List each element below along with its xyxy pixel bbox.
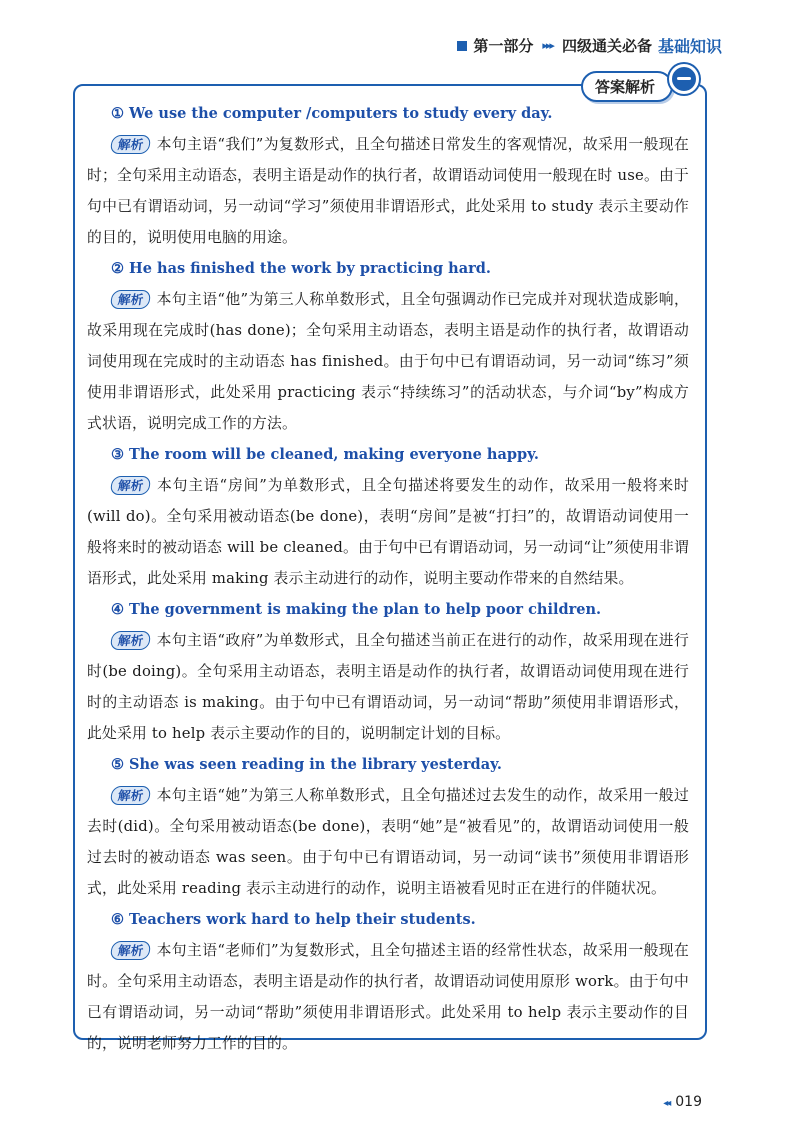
analysis-item-5 [87, 749, 689, 904]
example-sentence: ① We use the computer /computers to study every day. [111, 105, 553, 122]
analysis-paragraph [87, 935, 689, 1059]
analysis-paragraph [87, 284, 689, 439]
double-arrow-left-icon: ◂◂ [663, 1098, 670, 1109]
triple-arrow-icon: ▸▸▸ [542, 39, 553, 52]
analysis-paragraph [87, 470, 689, 594]
analysis-tag: 解析 [110, 941, 152, 960]
analysis-paragraph [87, 129, 689, 253]
header-highlight: 基础知识 [657, 37, 722, 56]
analysis-tag: 解析 [110, 476, 152, 495]
analysis-text: 本句主语“他”为第三人称单数形式，且全句强调动作已完成并对现状造成影响，故采用现在完成时(has done)；全句采用主动语态，表明主语是动作的执行者，故谓语动词使用现在完成时的主动语态 has finished。由于句中已有谓语动词，另一动词“练习”须使用非谓语形式，此处采用 practicing 表示“持续练习”的活动状态，与介词“by”构成方式状语，说明完成工作的方法。 [87, 291, 689, 432]
header-part: 第一部分 [473, 37, 534, 55]
analysis-paragraph [87, 780, 689, 904]
analysis-tag: 解析 [110, 786, 152, 805]
page-number [663, 1094, 702, 1110]
page-header [457, 34, 722, 57]
analysis-text: 本句主语“她”为第三人称单数形式，且全句描述过去发生的动作，故采用一般过去时(did)。全句采用被动语态(be done)，表明“她”是“被看见”的，故谓语动词使用一般过去时的被动语态 was seen。由于句中已有谓语动词，另一动词“读书”须使用非谓语形式，此处采用 reading 表示主动进行的动作，说明主语被看见时正在进行的伴随状况。 [87, 787, 689, 897]
analysis-text: 本句主语“我们”为复数形式，且全句描述日常发生的客观情况，故采用一般现在时；全句采用主动语态，表明主语是动作的执行者，故谓语动词使用一般现在时 use。由于句中已有谓语动词，另一动词“学习”须使用非谓语形式，此处采用 to study 表示主要动作的目的，说明使用电脑的用途。 [87, 136, 689, 246]
example-sentence: ③ The room will be cleaned, making everyone happy. [111, 446, 539, 463]
box-title: 答案解析 [581, 71, 673, 102]
page-number-text: 019 [675, 1094, 702, 1110]
analysis-item-4 [87, 594, 689, 749]
analysis-paragraph [87, 625, 689, 749]
analysis-tag: 解析 [110, 135, 152, 154]
analysis-item-2 [87, 253, 689, 439]
example-sentence: ④ The government is making the plan to help poor children. [111, 601, 602, 618]
analysis-list [75, 86, 705, 1059]
square-icon [457, 41, 467, 51]
analysis-tag: 解析 [110, 631, 152, 650]
example-sentence: ⑥ Teachers work hard to help their students. [111, 911, 476, 928]
analysis-tag: 解析 [110, 290, 152, 309]
header-section: 四级通关必备 [561, 37, 652, 55]
analysis-item-1 [87, 98, 689, 253]
analysis-text: 本句主语“房间”为单数形式，且全句描述将要发生的动作，故采用一般将来时(will do)。全句采用被动语态(be done)，表明“房间”是被“打扫”的，故谓语动词使用一般将来时的被动语态 will be cleaned。由于句中已有谓语动词，另一动词“让”须使用非谓语形式，此处采用 making 表示主动进行的动作，说明主要动作带来的自然结果。 [87, 477, 689, 587]
analysis-item-3 [87, 439, 689, 594]
answer-analysis-box [73, 78, 707, 1052]
circle-badge-icon [669, 64, 699, 94]
analysis-item-6 [87, 904, 689, 1059]
analysis-text: 本句主语“老师们”为复数形式，且全句描述主语的经常性状态，故采用一般现在时。全句采用主动语态，表明主语是动作的执行者，故谓语动词使用原形 work。由于句中已有谓语动词，另一动词“帮助”须使用非谓语形式。此处采用 to help 表示主要动作的目的，说明老师努力工作的目的。 [87, 942, 689, 1052]
analysis-text: 本句主语“政府”为单数形式，且全句描述当前正在进行的动作，故采用现在进行时(be doing)。全句采用主动语态，表明主语是动作的执行者，故谓语动词使用现在进行时的主动语态 is making。由于句中已有谓语动词，另一动词“帮助”须使用非谓语形式，此处采用 to help 表示主要动作的目的，说明制定计划的目标。 [87, 632, 689, 742]
example-sentence: ⑤ She was seen reading in the library yesterday. [111, 756, 502, 773]
example-sentence: ② He has finished the work by practicing hard. [111, 260, 491, 277]
